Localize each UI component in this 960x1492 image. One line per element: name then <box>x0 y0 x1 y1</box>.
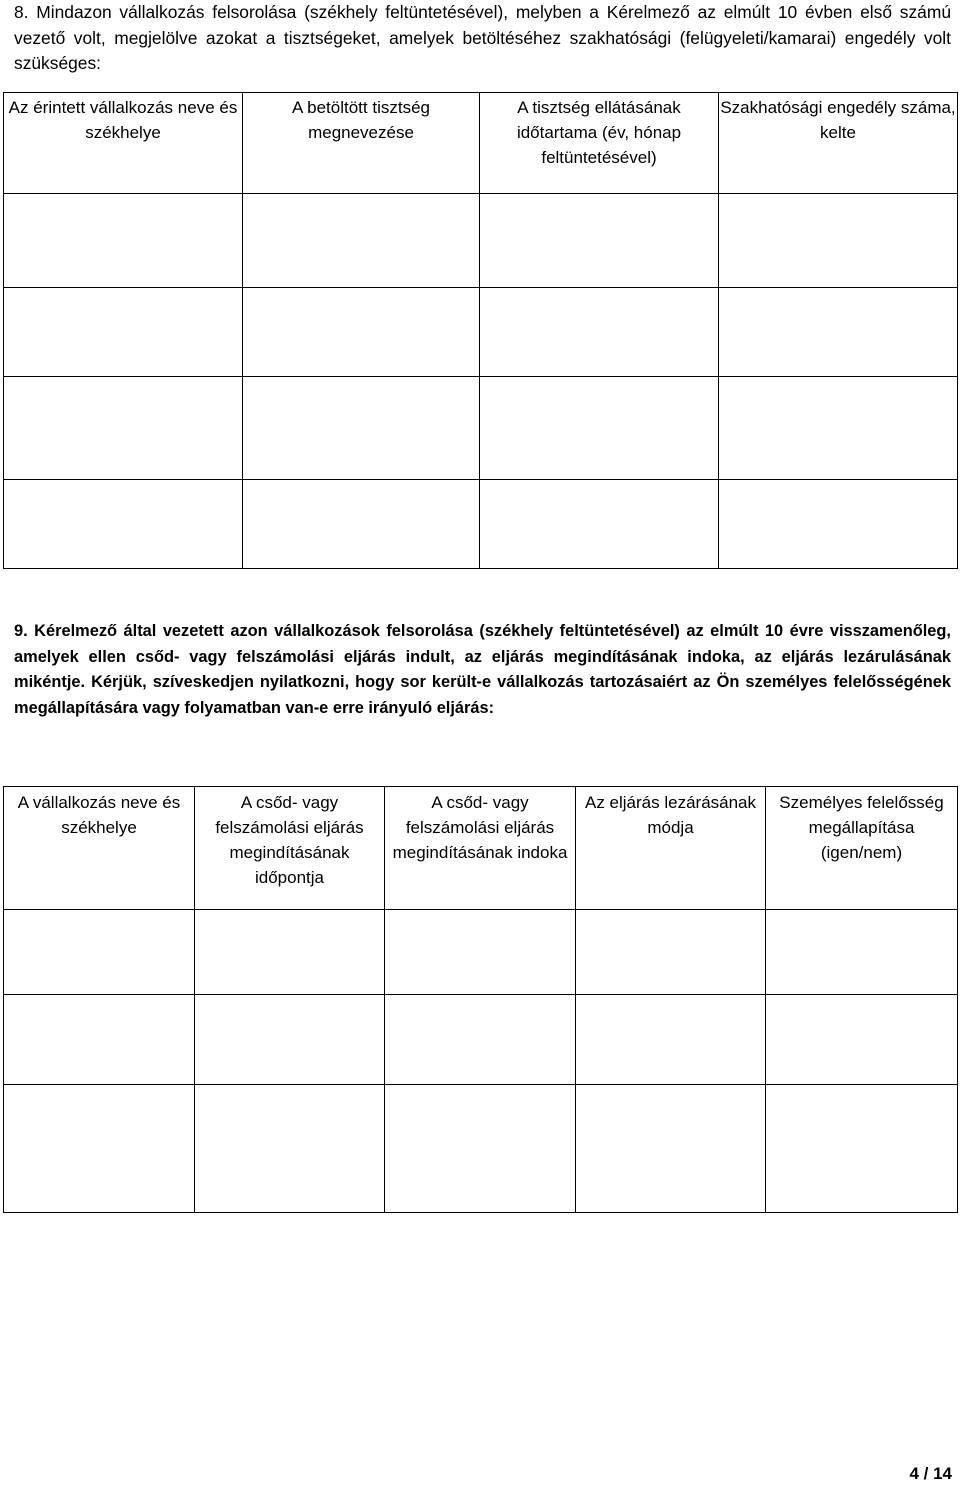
section-9-intro: 9. Kérelmező által vezetett azon vállalkozások felsorolása (székhely feltüntetésével) az elmúlt 10 évre visszamenőleg, amelyek ellen csőd- vagy felszámolási eljárás indult, az eljárás megindításának indoka, az eljárás lezárulásának mikéntje. Kérjük, szíveskedjen nyilatkozni, hogy sor került-e vállalkozás tartozásaiért az Ön személyes felelősségének megállapítására vagy folyamatban van-e erre irányuló eljárás: <box>14 622 951 717</box>
table-cell[interactable] <box>195 995 385 1085</box>
header-personal-liability: Személyes felelősség megállapítása (igen/nem) <box>766 787 958 910</box>
table-cell[interactable] <box>4 480 243 569</box>
table-cell[interactable] <box>4 194 243 288</box>
table-header-row <box>4 787 958 910</box>
header-position-duration: A tisztség ellátásának időtartama (év, hónap feltüntetésével) <box>480 93 719 194</box>
header-proceeding-start-date: A csőd- vagy felszámolási eljárás megindításának időpontja <box>195 787 385 910</box>
page-number: 4 / 14 <box>909 1464 952 1483</box>
table-cell[interactable] <box>4 377 243 480</box>
table-cell[interactable] <box>4 1085 195 1213</box>
table-cell[interactable] <box>243 288 480 377</box>
table-cell[interactable] <box>766 995 958 1085</box>
table-row <box>4 377 958 480</box>
table-cell[interactable] <box>480 480 719 569</box>
header-closure-method: Az eljárás lezárásának módja <box>576 787 766 910</box>
header-position-title: A betöltött tisztség megnevezése <box>243 93 480 194</box>
section-9-table <box>3 786 958 1213</box>
table-cell[interactable] <box>766 910 958 995</box>
table-cell[interactable] <box>243 194 480 288</box>
table-row <box>4 194 958 288</box>
table-cell[interactable] <box>719 288 958 377</box>
table-cell[interactable] <box>719 480 958 569</box>
section-8-table <box>3 92 958 569</box>
table-row <box>4 1085 958 1213</box>
table-cell[interactable] <box>4 995 195 1085</box>
header-proceeding-reason: A csőd- vagy felszámolási eljárás megindításának indoka <box>385 787 576 910</box>
table-cell[interactable] <box>385 1085 576 1213</box>
table-row <box>4 910 958 995</box>
table-cell[interactable] <box>480 288 719 377</box>
table-cell[interactable] <box>719 377 958 480</box>
header-license-number: Szakhatósági engedély száma, kelte <box>719 93 958 194</box>
table-row <box>4 480 958 569</box>
table-cell[interactable] <box>766 1085 958 1213</box>
table-cell[interactable] <box>195 910 385 995</box>
table-row <box>4 288 958 377</box>
table-cell[interactable] <box>480 194 719 288</box>
table-row <box>4 995 958 1085</box>
table-cell[interactable] <box>4 288 243 377</box>
table-cell[interactable] <box>4 910 195 995</box>
table-cell[interactable] <box>385 995 576 1085</box>
section-8-intro: 8. Mindazon vállalkozás felsorolása (székhely feltüntetésével), melyben a Kérelmező az elmúlt 10 évben első számú vezető volt, megjelölve azokat a tisztségeket, amelyek betöltéséhez szakhatósági (felügyeleti/kamarai) engedély volt szükséges: <box>14 2 951 73</box>
table-cell[interactable] <box>480 377 719 480</box>
table-cell[interactable] <box>243 377 480 480</box>
table-cell[interactable] <box>719 194 958 288</box>
header-company-name: Az érintett vállalkozás neve és székhelye <box>4 93 243 194</box>
table-cell[interactable] <box>576 1085 766 1213</box>
table-cell[interactable] <box>195 1085 385 1213</box>
table-cell[interactable] <box>576 910 766 995</box>
header-company-name: A vállalkozás neve és székhelye <box>4 787 195 910</box>
table-cell[interactable] <box>576 995 766 1085</box>
table-header-row <box>4 93 958 194</box>
table-cell[interactable] <box>385 910 576 995</box>
table-cell[interactable] <box>243 480 480 569</box>
